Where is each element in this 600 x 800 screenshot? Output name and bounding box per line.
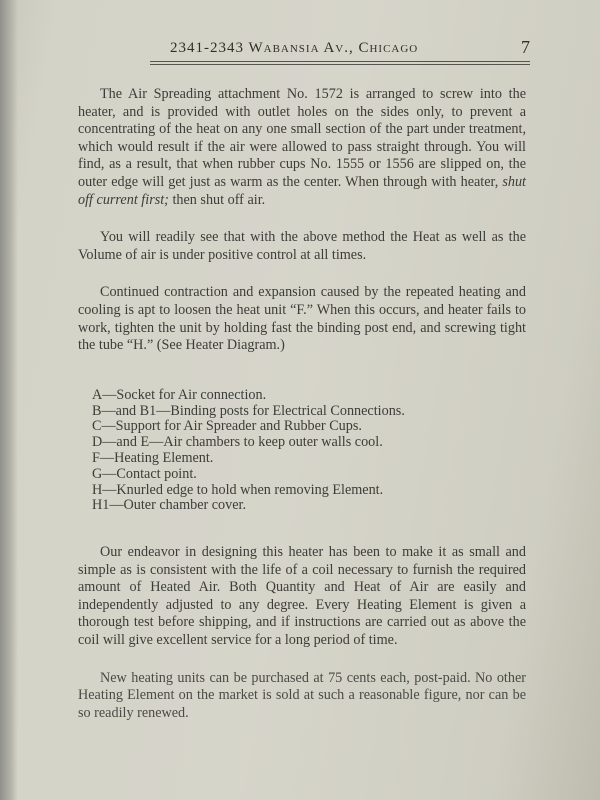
legend-item: H1—Outer chamber cover. bbox=[92, 497, 247, 514]
legend-item: D—and E—Air chambers to keep outer walls cool. bbox=[92, 434, 383, 451]
legend-item: F—Heating Element. bbox=[92, 449, 214, 466]
header-rule-top bbox=[150, 61, 530, 62]
paragraph-replacement-units: New heating units can be purchased at 75 cents each, post-paid. No other Heating Element on the market is sold at such a reasonable figure, nor can be so readily renewed. bbox=[78, 669, 526, 721]
legend-item: H—Knurled edge to hold when removing Element. bbox=[92, 481, 384, 498]
legend-item: C—Support for Air Spreader and Rubber Cups. bbox=[92, 418, 362, 435]
paragraph-emphasis: shut off current first; bbox=[78, 173, 526, 208]
paragraph-heat-unit: Continued contraction and expansion caused by the repeated heating and cooling is apt to loosen the heat unit “F.” When this occurs, and heater fails to work, tighten the unit by holding fast the binding post end, and screwing tight the tube “H.” (See Heater Diagram.) bbox=[78, 284, 526, 354]
paragraph-text: The Air Spreading attachment No. 1572 is arranged to screw into the heater, and is provided with outlet holes on the sides only, to prevent a concentrating of the heat on any one small section of the part under treatment, which would result if the air were allowed to pass straight through. You will find, as a result, that when rubber cups No. 1555 or 1556 are slipped on, the outer edge will get just as warm as the center. When through with heater, bbox=[78, 86, 526, 190]
header-rule-bottom bbox=[150, 64, 530, 65]
diagram-legend bbox=[92, 388, 526, 514]
paragraph-air-spreader bbox=[78, 86, 526, 209]
page-number: 7 bbox=[521, 37, 530, 57]
legend-item: G—Contact point. bbox=[92, 465, 197, 482]
paragraph-text: then shut off air. bbox=[168, 191, 266, 208]
legend-item: A—Socket for Air connection. bbox=[92, 386, 267, 403]
paragraph-design: Our endeavor in designing this heater has been to make it as small and simple as is consistent with the life of a coil necessary to furnish the required amount of Heated Air. Both Quantity and Heat of Air are easily and independently adjusted to any degree. Every Heating Element is given a thorough test before shipping, and if instructions are carried out as above the coil will give excellent service for a long period of time. bbox=[78, 544, 526, 649]
running-head: 2341-2343 Wabansia Av., Chicago bbox=[170, 40, 419, 56]
body-text bbox=[78, 86, 526, 722]
paragraph-control: You will readily see that with the above method the Heat as well as the Volume of air is under positive control at all times. bbox=[78, 229, 526, 263]
legend-item: B—and B1—Binding posts for Electrical Connections. bbox=[92, 402, 405, 419]
page-gutter-shadow bbox=[0, 0, 18, 800]
